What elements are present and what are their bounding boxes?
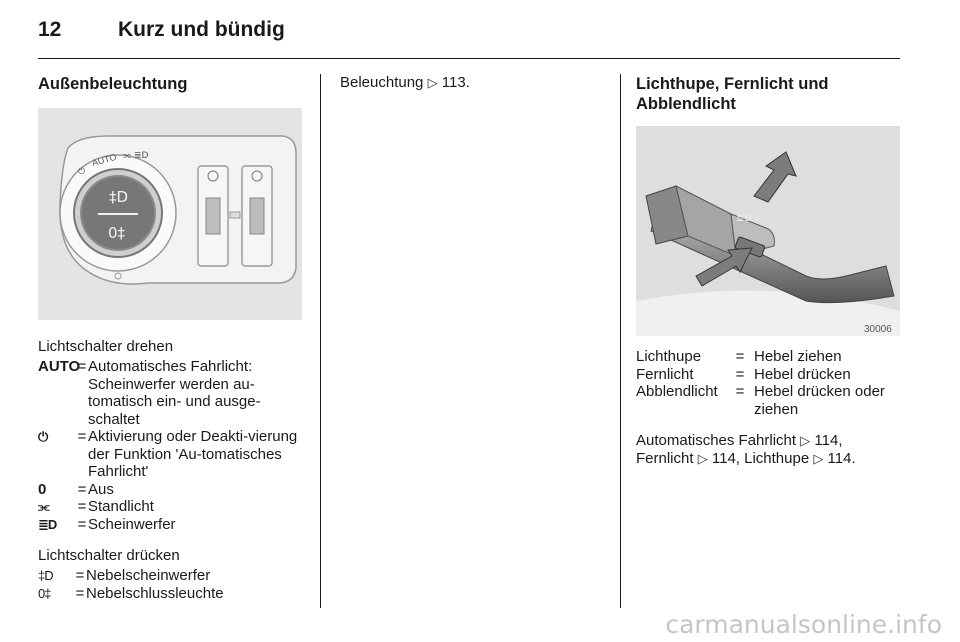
svg-text:‡D: ‡D (109, 188, 129, 206)
def-row-fog-light: ‡D = Nebelscheinwerfer (38, 567, 211, 584)
svg-text:⫘ ≣D: ⫘ ≣D (123, 151, 149, 161)
figure-auto-label: AUTO (90, 151, 118, 168)
section-heading-exterior-lighting: Außenbeleuchtung (38, 75, 188, 93)
column-headlight-flash (636, 74, 900, 468)
caption-press-switch: Lichtschalter drücken (38, 547, 180, 564)
page-header (38, 18, 918, 48)
watermark: carmanualsonline.info (665, 610, 942, 639)
svg-text:≣D ⁞⁞: ≣D ⁞⁞ (736, 213, 762, 224)
column-divider-2 (620, 74, 621, 608)
power-icon: ⏻ (38, 429, 48, 444)
svg-text:⏻: ⏻ (78, 167, 86, 177)
symbol-auto: AUTO (38, 358, 81, 375)
def-row-parking-light: ⫘ = Standlicht (38, 498, 154, 515)
off-symbol: 0 (38, 480, 47, 498)
turn-switch-definitions (38, 358, 306, 533)
cross-references: Automatisches Fahrlicht ▷ 114, Fernlicht ▷ 114, Lichthupe ▷ 114. (636, 432, 856, 467)
def-row-auto: AUTO = Automatisches Fahrlicht: Scheinwerfer werden au-tomatisch ein- und ausge-schaltet (38, 358, 261, 428)
section-heading-headlight-flash: Lichthupe, Fernlicht und Abblendlicht (636, 75, 829, 113)
turn-signal-lever-illustration (636, 126, 900, 336)
def-row-low-beam: Abblendlicht = Hebel drücken oder ziehen (636, 383, 885, 418)
rear-fog-light-icon: 0‡ (38, 585, 51, 601)
light-switch-illustration (38, 108, 302, 320)
continuation-text: Beleuchtung ▷ 113. (340, 74, 470, 91)
def-row-off: 0 = Aus (38, 480, 114, 498)
column-continuation (340, 74, 602, 92)
cross-reference-icon: ▷ (813, 451, 824, 466)
def-row-power: ⏻ = Aktivierung oder Deakti-vierung der Funktion 'Au-tomatisches Fahrlicht' (38, 428, 298, 480)
column-divider-1 (320, 74, 321, 608)
light-switch-drawing (38, 108, 302, 320)
lever-definitions (636, 348, 900, 418)
def-row-flash: Lichthupe = Hebel ziehen (636, 348, 842, 365)
def-row-high-beam: Fernlicht = Hebel drücken (636, 365, 851, 383)
page-number: 12 (38, 18, 62, 41)
caption-turn-switch: Lichtschalter drehen (38, 338, 174, 355)
header-rule (38, 58, 900, 59)
headlight-icon: ≣D (38, 516, 57, 532)
fog-light-icon: ‡D (38, 568, 53, 583)
chapter-title: Kurz und bündig (118, 18, 285, 41)
def-row-headlight: ≣D = Scheinwerfer (38, 515, 176, 533)
cross-reference-icon: ▷ (800, 433, 811, 448)
figure-number: 30006 (864, 324, 892, 335)
svg-text:0‡: 0‡ (108, 224, 126, 242)
def-row-rear-fog-light: 0‡ = Nebelschlussleuchte (38, 584, 224, 602)
column-exterior-lighting (38, 74, 306, 602)
lever-drawing (636, 126, 900, 336)
cross-reference-icon: ▷ (427, 75, 438, 90)
press-switch-definitions (38, 567, 306, 602)
cross-reference-icon: ▷ (697, 451, 708, 466)
parking-light-icon: ⫘ (38, 499, 49, 514)
